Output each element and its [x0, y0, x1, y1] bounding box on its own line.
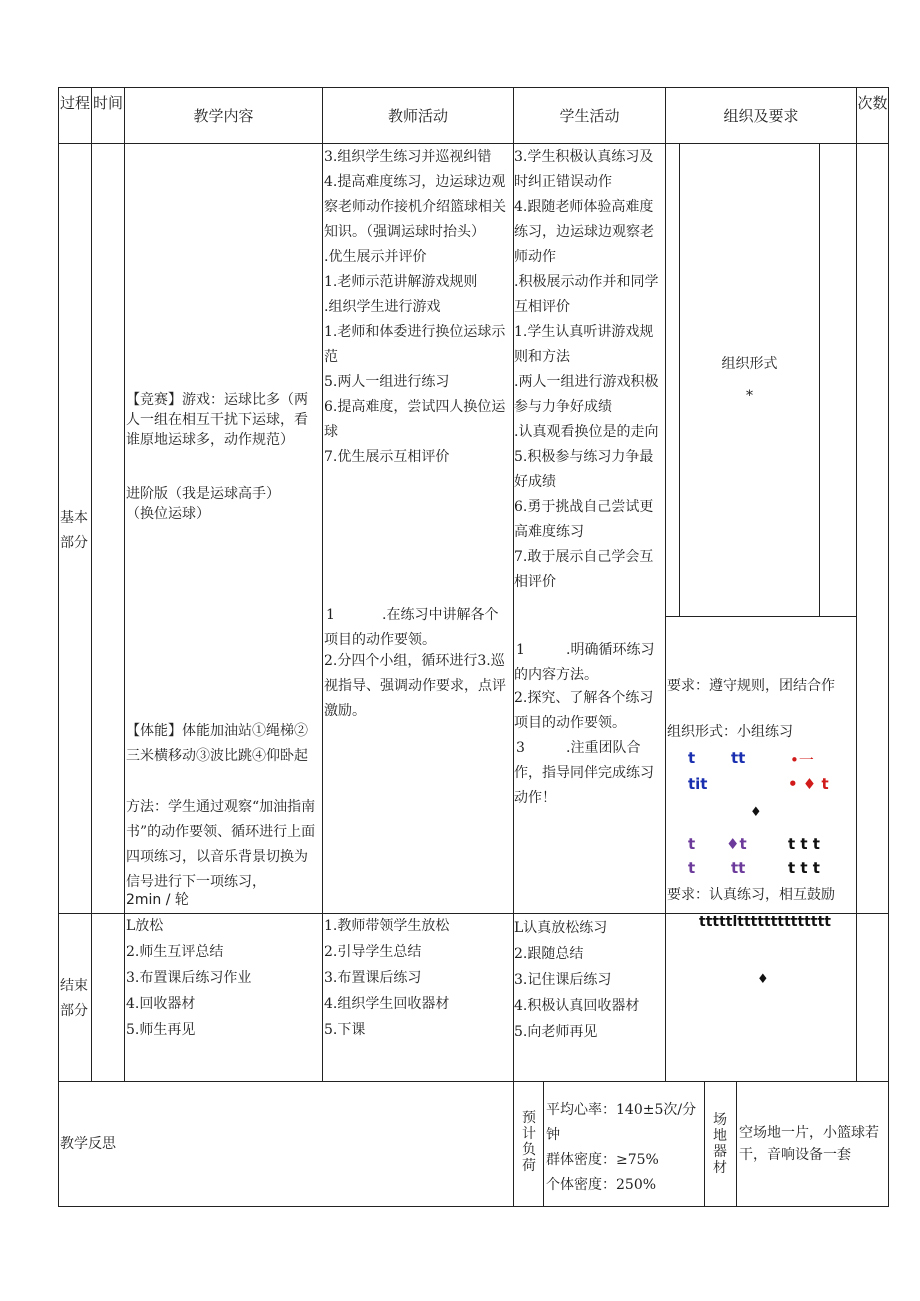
formation-r5-c: t t t — [788, 859, 820, 877]
venue-text: 空场地一片，小篮球若干，音响设备一套 — [739, 1125, 879, 1163]
rule-top — [58, 87, 889, 88]
basic-teacher-activities: 3.组织学生练习并巡视纠错 4.提高难度练习，边运球边观察老师动作接机介绍篮球相关知识。（强调运球时抬头） .优生展示并评价 1.老师示范讲解游戏规则 .组织学生进行游戏 1.老师和体委进行换位运球示范 5.两人一组进行练习 6.提高难度，尝试四人换位运球 7.优生展示互相评价 — [324, 149, 506, 465]
basic-teacher-step2: 2.分四个小组，循环进行3.巡视指导、强调动作要求，点评激励。 — [324, 653, 506, 719]
rule-table-bottom — [58, 1206, 889, 1207]
col-org — [856, 87, 857, 1082]
header-organization: 组织及要求 — [723, 107, 799, 125]
col-content — [322, 87, 323, 1082]
rule-org-split — [665, 616, 856, 617]
basic-content-method: 方法：学生通过观察“加油指南书”的动作要领、循环进行上面四项练习，以音乐背景切换为信号进行下一项练习， — [126, 799, 316, 890]
formation-r1-c: •一 — [790, 751, 814, 769]
basic-content-method-end: 2min / 轮 — [126, 892, 189, 908]
venue-label: 场 地 器 材 — [713, 1112, 727, 1176]
formation-r2-b: • ♦ t — [788, 775, 829, 793]
org-form-star: * — [746, 388, 753, 404]
rule-header-bottom — [58, 143, 889, 144]
header-process: 过程 — [59, 94, 90, 112]
rule-ending-bottom — [58, 1081, 889, 1082]
refl-col1 — [513, 1081, 514, 1207]
formation-r5-b: tt — [731, 859, 746, 877]
formation-r2-a: tit — [688, 775, 708, 793]
refl-col3 — [704, 1081, 705, 1207]
header-time: 时间 — [92, 94, 123, 112]
basic-student-num1: 1 — [516, 642, 525, 658]
org-inner-left — [679, 143, 680, 616]
formation-r4-b: ♦t — [726, 835, 747, 853]
basic-student-activities: 3.学生积极认真练习及时纠正错误动作 4.跟随老师体验高难度练习，边运球边观察老师动作 .积极展示动作并和同学互相评价 1.学生认真听讲游戏规则和方法 .两人一组进行游戏积极参与力争好成绩 .认真观看换位是的走向 5.积极参与练习力争最好成绩 6.勇于挑战自己尝试更高难度练习 7.敢于展示自己学会互相评价 — [514, 149, 659, 590]
col-student — [665, 87, 666, 1082]
col-left — [58, 87, 59, 1207]
basic-student-step3: .注重团队合作，指导同伴完成练习动作！ — [514, 740, 654, 806]
basic-content-advanced: 进阶版（我是运球高手） （换位运球） — [126, 486, 280, 522]
ending-teacher: 1.教师带领学生放松 2.引导学生总结 3.布置课后练习 4.组织学生回收器材 5.下课 — [324, 918, 450, 1038]
ending-content: L放松 2.师生互评总结 3.布置课后练习作业 4.回收器材 5.师生再见 — [126, 918, 252, 1038]
formation-r1-b: tt — [731, 749, 746, 767]
org-form-group: 组织形式：小组练习 — [667, 724, 793, 740]
basic-content-fitness: 【体能】体能加油站①绳梯②三米横移动③波比跳④仰卧起 — [126, 723, 308, 764]
header-content: 教学内容 — [193, 107, 254, 125]
basic-content-game: 【竞赛】游戏：运球比多（两人一组在相互干扰下运球，看谁原地运球多，动作规范） — [126, 392, 308, 448]
col-process — [91, 87, 92, 1082]
col-right — [888, 87, 889, 1207]
formation-r4-c: t t t — [788, 835, 820, 853]
expected-load-label: 预 计 负 荷 — [522, 1110, 536, 1174]
formation-r5-a: t — [688, 859, 696, 877]
basic-student-step1: .明确循环练习的内容方法。 — [514, 642, 655, 683]
refl-col4 — [736, 1081, 737, 1207]
formation-r1-a: t — [688, 749, 696, 767]
header-count: 次数 — [857, 94, 888, 112]
ending-formation-line: tttttltttttttttttttt — [699, 914, 831, 930]
formation-r4-a: t — [688, 835, 696, 853]
org-form-title: 组织形式 — [721, 356, 778, 372]
basic-student-num3: 3 — [516, 740, 525, 756]
reflection-label: 教学反思 — [60, 1136, 116, 1152]
basic-student-step2: 2.探究、了解各个练习项目的动作要领。 — [514, 690, 654, 731]
refl-col2 — [543, 1081, 544, 1207]
header-teacher: 教师活动 — [387, 107, 448, 125]
ending-student: L认真放松练习 2.跟随总结 3.记住课后练习 4.积极认真回收器材 5.向老师再见 — [514, 920, 640, 1040]
ending-formation-diamond: ♦ — [757, 972, 769, 987]
col-time — [124, 87, 125, 1082]
header-student: 学生活动 — [559, 107, 620, 125]
ending-section-label: 结束 部分 — [60, 978, 88, 1019]
basic-teacher-step1: .在练习中讲解各个项目的动作要领。 — [324, 607, 499, 648]
expected-load-text: 平均心率：140±5次/分钟 群体密度：≥75% 个体密度：250% — [546, 1102, 697, 1193]
org-requirement-2: 要求：认真练习，相互鼓励 — [667, 887, 835, 903]
basic-teacher-num1: 1 — [326, 607, 335, 623]
basic-section-label: 基本 部分 — [60, 510, 88, 551]
formation-r3-diamond: ♦ — [750, 805, 762, 820]
org-inner-right — [819, 143, 820, 616]
org-requirement-1: 要求：遵守规则，团结合作 — [667, 678, 835, 694]
